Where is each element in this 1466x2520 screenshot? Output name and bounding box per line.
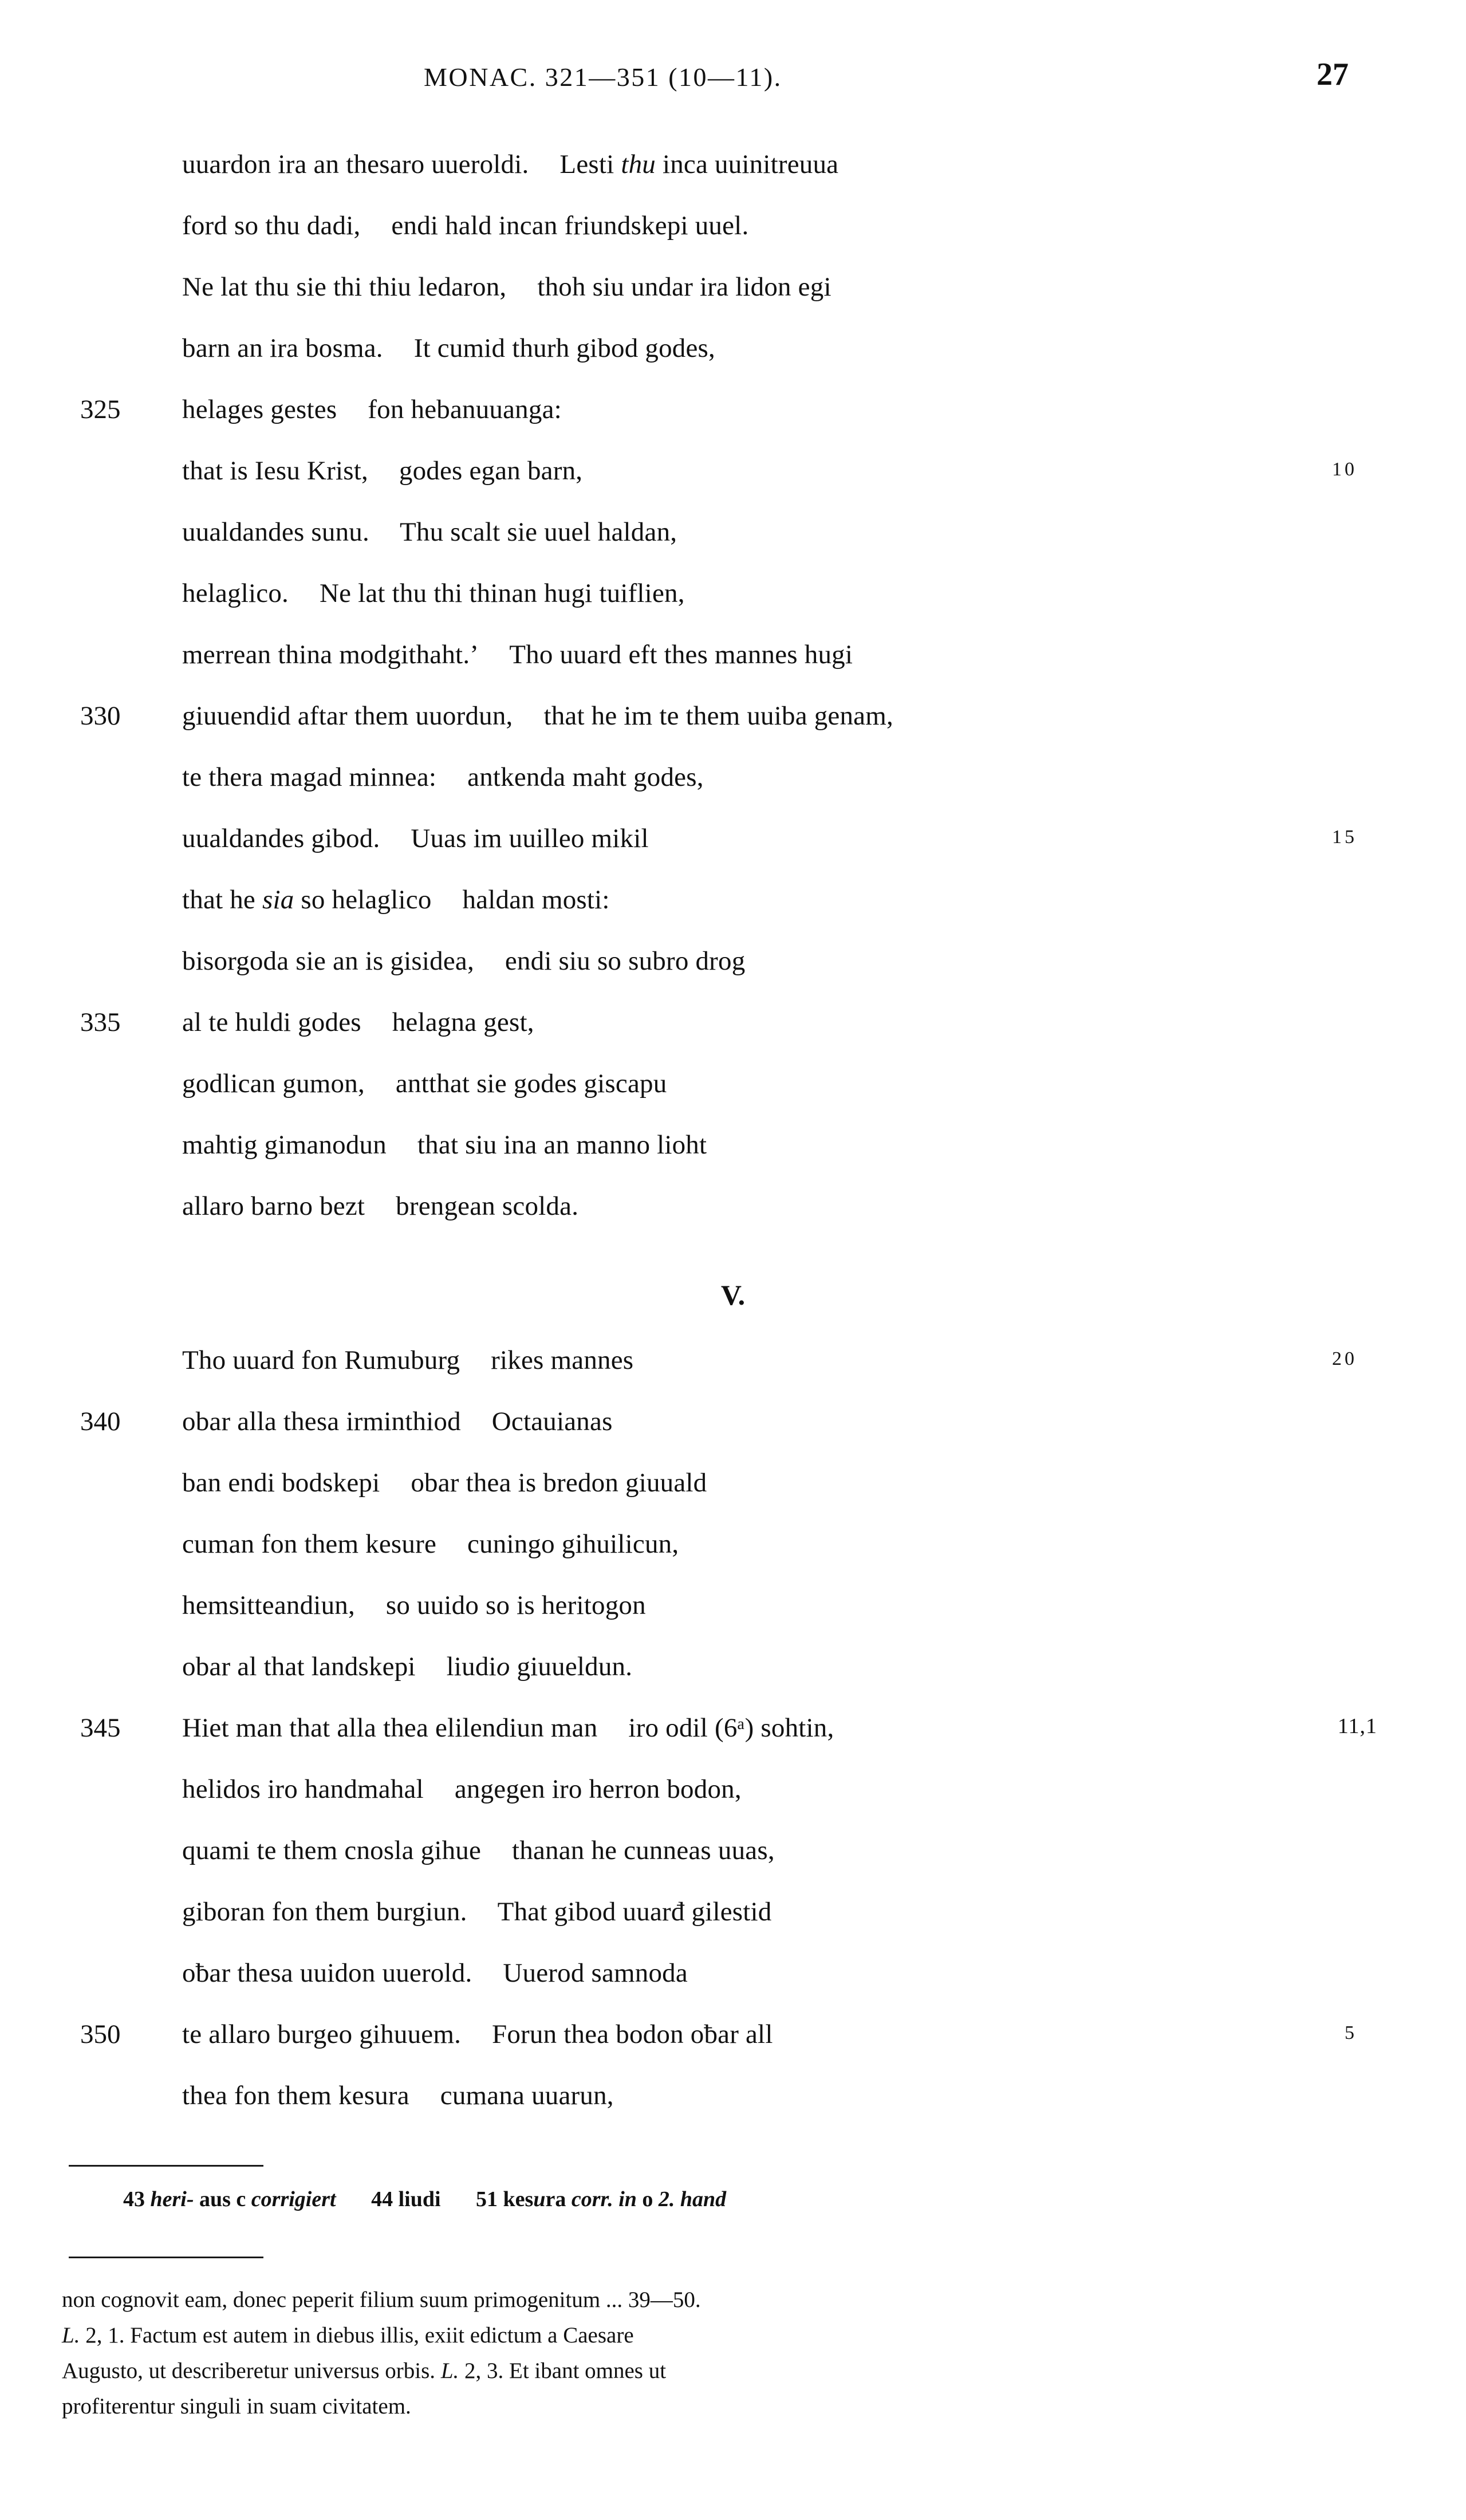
verse-line-number: 330 <box>80 701 121 731</box>
page-number: 27 <box>1317 57 1349 92</box>
verse-line <box>0 149 1466 210</box>
italic-emphasis: L. <box>440 2358 459 2383</box>
verse-line-number: 325 <box>80 395 121 424</box>
verse-line <box>0 1712 1466 1774</box>
verse-line-text: bisorgoda sie an is gisidea, endi siu so subro drog <box>182 946 746 976</box>
italic-emphasis: sia <box>262 885 294 915</box>
latin-note-line: profiterentur singuli in suam civitatem. <box>62 2394 411 2419</box>
verse-line-text: quami te them cnosla gihue thanan he cunneas uuas, <box>182 1836 775 1865</box>
verse-line <box>0 1129 1466 1191</box>
verse-block-first <box>0 149 1466 1252</box>
verse-line-text: Ne lat thu sie thi thiu ledaron, thoh siu undar ira lidon egi <box>182 272 831 302</box>
verse-line <box>0 1007 1466 1068</box>
verse-line-text: merrean thina modgithaht.’ Tho uuard eft thes mannes hugi <box>182 640 853 670</box>
verse-line <box>0 333 1466 394</box>
verse-line-text: barn an ira bosma. It cumid thurh gibod godes, <box>182 333 715 363</box>
verse-line <box>0 1467 1466 1529</box>
verse-line <box>0 1590 1466 1651</box>
verse-line-text: godlican gumon, antthat sie godes giscapu <box>182 1069 667 1098</box>
verse-line-text: uualdandes gibod. Uuas im uuilleo mikil <box>182 824 649 853</box>
marginal-reference-number: 10 <box>1332 459 1357 480</box>
verse-line-number: 350 <box>80 2019 121 2049</box>
verse-line <box>0 578 1466 639</box>
marginal-reference-number: 5 <box>1345 2022 1357 2043</box>
apparatus-criticus: 43 heri- aus c corrigiert 44 liudi 51 kesura corr. in o 2. hand <box>123 2187 727 2211</box>
italic-emphasis: 2. hand <box>658 2187 727 2211</box>
italic-emphasis: o <box>496 1652 510 1682</box>
verse-line-text: helages gestes fon hebanuuanga: <box>182 395 562 424</box>
verse-line <box>0 394 1466 455</box>
latin-note-line: L. 2, 1. Factum est autem in diebus illis, exiit edictum a Caesare <box>62 2323 634 2348</box>
verse-line-text: thea fon them kesura cumana uuarun, <box>182 2081 614 2110</box>
verse-line <box>0 271 1466 333</box>
latin-note-line: non cognovit eam, donec peperit filium suum primogenitum ... 39—50. <box>62 2287 701 2312</box>
italic-emphasis: heri- <box>150 2187 194 2211</box>
verse-line-text: cuman fon them kesure cuningo gihuilicun, <box>182 1529 679 1559</box>
verse-line <box>0 2019 1466 2080</box>
verse-line-number: 340 <box>80 1407 121 1436</box>
section-heading: V. <box>720 1279 746 1311</box>
verse-line-number: 345 <box>80 1713 121 1743</box>
marginal-reference-number: 20 <box>1332 1348 1357 1369</box>
verse-line <box>0 1835 1466 1896</box>
italic-emphasis: corr. in <box>571 2187 637 2211</box>
verse-line-text: Hiet man that alla thea elilendiun man iro odil (6ᵃ) sohtin, <box>182 1713 834 1743</box>
italic-emphasis: u <box>533 2187 546 2211</box>
verse-line <box>0 1958 1466 2019</box>
verse-line <box>0 823 1466 884</box>
verse-line <box>0 1651 1466 1712</box>
verse-line-text: obar alla thesa irminthiod Octauianas <box>182 1407 613 1436</box>
verse-line-text: mahtig gimanodun that siu ina an manno lioht <box>182 1130 707 1160</box>
running-head <box>0 57 1466 102</box>
verse-line-text: ford so thu dadi, endi hald incan friundskepi uuel. <box>182 211 749 241</box>
verse-line-text: te thera magad minnea: antkenda maht godes, <box>182 762 704 792</box>
verse-line <box>0 1529 1466 1590</box>
verse-line-text: allaro barno bezt brengean scolda. <box>182 1191 579 1221</box>
apparatus-rule-bottom <box>69 2257 263 2258</box>
verse-line-text: giboran fon them burgiun. That gibod uuarđ gilestid <box>182 1897 772 1927</box>
marginal-reference-number: 15 <box>1332 826 1357 848</box>
verse-line <box>0 455 1466 517</box>
verse-line <box>0 884 1466 946</box>
verse-line-text: al te huldi godes helagna gest, <box>182 1007 534 1037</box>
verse-line-text: uuardon ira an thesaro uueroldi. Lesti thu inca uuinitreuua <box>182 149 839 179</box>
verse-line <box>0 210 1466 271</box>
verse-line-text: uualdandes sunu. Thu scalt sie uuel haldan, <box>182 517 677 547</box>
running-head-title: MONAC. 321—351 (10—11). <box>424 62 782 92</box>
verse-line-text: ban endi bodskepi obar thea is bredon giuuald <box>182 1468 707 1498</box>
verse-line-text: that is Iesu Krist, godes egan barn, <box>182 456 583 486</box>
verse-line <box>0 1406 1466 1467</box>
verse-line-text: hemsitteandiun, so uuido so is heritogon <box>182 1590 646 1620</box>
marginal-reference-number: 11,1 <box>1337 1714 1377 1738</box>
verse-line <box>0 1774 1466 1835</box>
verse-line <box>0 700 1466 762</box>
verse-line-text: that he sia so helaglico haldan mosti: <box>182 885 610 915</box>
verse-line <box>0 762 1466 823</box>
verse-line-number: 335 <box>80 1007 121 1037</box>
verse-line-text: helidos iro handmahal angegen iro herron bodon, <box>182 1774 742 1804</box>
verse-line <box>0 517 1466 578</box>
verse-line-text: helaglico. Ne lat thu thi thinan hugi tuiflien, <box>182 578 685 608</box>
verse-line <box>0 1068 1466 1129</box>
verse-line <box>0 639 1466 700</box>
verse-line-text: giuuendid aftar them uuordun, that he im te them uuiba genam, <box>182 701 893 731</box>
verse-line <box>0 1191 1466 1252</box>
italic-emphasis: corrigiert <box>251 2187 336 2211</box>
verse-line-text: oƀar thesa uuidon uuerold. Uuerod samnoda <box>182 1958 688 1988</box>
verse-line <box>0 946 1466 1007</box>
verse-line <box>0 2080 1466 2141</box>
verse-line <box>0 1896 1466 1958</box>
latin-note-line: Augusto, ut describeretur universus orbis. L. 2, 3. Et ibant omnes ut <box>62 2358 667 2383</box>
verse-line-text: te allaro burgeo gihuuem. Forun thea bodon oƀar all <box>182 2019 773 2049</box>
italic-emphasis: thu <box>621 149 656 179</box>
latin-source-note <box>62 2282 1396 2424</box>
italic-emphasis: L. <box>62 2323 80 2348</box>
apparatus-rule-top <box>69 2165 263 2167</box>
verse-line-text: obar al that landskepi liudio giuueldun. <box>182 1652 633 1682</box>
verse-line-text: Tho uuard fon Rumuburg rikes mannes <box>182 1345 634 1375</box>
verse-block-second <box>0 1345 1466 2141</box>
verse-line <box>0 1345 1466 1406</box>
